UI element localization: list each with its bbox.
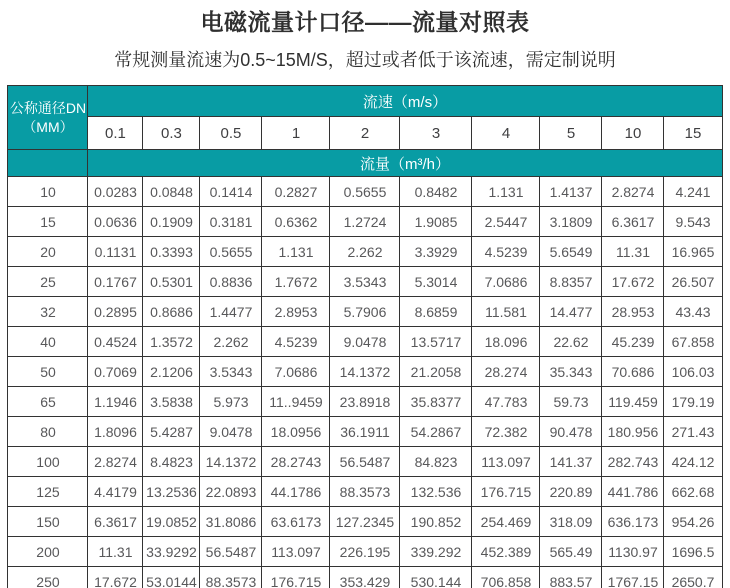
flow-value-cell: 5.973 xyxy=(200,387,262,417)
flow-value-cell: 28.2743 xyxy=(262,447,330,477)
flow-value-cell: 35.8377 xyxy=(400,387,472,417)
table-row xyxy=(8,507,722,537)
flow-value-cell: 271.43 xyxy=(664,417,722,447)
flow-value-cell: 59.73 xyxy=(540,387,602,417)
flow-value-cell: 4.241 xyxy=(664,177,722,207)
flow-value-cell: 2.1206 xyxy=(143,357,200,387)
flow-value-cell: 0.5655 xyxy=(200,237,262,267)
table-row xyxy=(8,537,722,567)
flow-value-cell: 63.6173 xyxy=(262,507,330,537)
flow-value-cell: 1.1946 xyxy=(88,387,143,417)
flow-value-cell: 33.9292 xyxy=(143,537,200,567)
flow-value-cell: 26.507 xyxy=(664,267,722,297)
flow-value-cell: 45.239 xyxy=(602,327,664,357)
flow-value-cell: 18.096 xyxy=(472,327,540,357)
flow-value-cell: 2.8274 xyxy=(88,447,143,477)
flow-value-cell: 6.3617 xyxy=(602,207,664,237)
flow-value-cell: 565.49 xyxy=(540,537,602,567)
table-row xyxy=(8,447,722,477)
table-row xyxy=(8,297,722,327)
flow-value-cell: 11.581 xyxy=(472,297,540,327)
flow-value-cell: 1767.15 xyxy=(602,567,664,588)
flow-header-row xyxy=(8,150,722,177)
flow-value-cell: 452.389 xyxy=(472,537,540,567)
flow-value-cell: 67.858 xyxy=(664,327,722,357)
dn-corner-header-line1: 公称通径DN xyxy=(9,100,87,117)
flow-value-cell: 72.382 xyxy=(472,417,540,447)
flow-value-cell: 0.1909 xyxy=(143,207,200,237)
flow-value-cell: 5.3014 xyxy=(400,267,472,297)
flow-value-cell: 13.5717 xyxy=(400,327,472,357)
velocity-group-header-cell: 流速（m/s） xyxy=(88,86,722,117)
dn-cell: 20 xyxy=(8,237,88,267)
dn-cell: 40 xyxy=(8,327,88,357)
table-row xyxy=(8,417,722,447)
flow-value-cell: 90.478 xyxy=(540,417,602,447)
flow-value-cell: 18.0956 xyxy=(262,417,330,447)
dn-cell: 150 xyxy=(8,507,88,537)
table-row xyxy=(8,207,722,237)
flow-value-cell: 19.0852 xyxy=(143,507,200,537)
flow-value-cell: 5.4287 xyxy=(143,417,200,447)
flow-value-cell: 8.4823 xyxy=(143,447,200,477)
flow-value-cell: 0.0283 xyxy=(88,177,143,207)
flow-value-cell: 70.686 xyxy=(602,357,664,387)
flow-value-cell: 1.7672 xyxy=(262,267,330,297)
flow-value-cell: 22.62 xyxy=(540,327,602,357)
table-row xyxy=(8,267,722,297)
flow-value-cell: 11..9459 xyxy=(262,387,330,417)
dn-cell: 100 xyxy=(8,447,88,477)
table-row xyxy=(8,477,722,507)
flow-value-cell: 441.786 xyxy=(602,477,664,507)
dn-cell: 250 xyxy=(8,567,88,588)
flow-value-cell: 1.8096 xyxy=(88,417,143,447)
flow-value-cell: 106.03 xyxy=(664,357,722,387)
flow-value-cell: 17.672 xyxy=(602,267,664,297)
flow-value-cell: 2.5447 xyxy=(472,207,540,237)
flow-value-cell: 530.144 xyxy=(400,567,472,588)
flow-value-cell: 11.31 xyxy=(602,237,664,267)
flow-value-cell: 1.2724 xyxy=(330,207,400,237)
flow-value-cell: 180.956 xyxy=(602,417,664,447)
flow-value-cell: 9.543 xyxy=(664,207,722,237)
flow-value-cell: 44.1786 xyxy=(262,477,330,507)
flow-value-cell: 190.852 xyxy=(400,507,472,537)
flow-value-cell: 13.2536 xyxy=(143,477,200,507)
flow-value-cell: 0.0848 xyxy=(143,177,200,207)
flow-value-cell: 53.0144 xyxy=(143,567,200,588)
velocity-value-cell: 5 xyxy=(540,117,602,150)
flow-value-cell: 954.26 xyxy=(664,507,722,537)
flow-value-cell: 3.5343 xyxy=(330,267,400,297)
flow-value-cell: 1.4477 xyxy=(200,297,262,327)
flow-value-cell: 2.262 xyxy=(330,237,400,267)
table-row xyxy=(8,387,722,417)
flow-value-cell: 28.274 xyxy=(472,357,540,387)
flow-value-cell: 54.2867 xyxy=(400,417,472,447)
flow-value-cell: 176.715 xyxy=(262,567,330,588)
flow-value-cell: 3.1809 xyxy=(540,207,602,237)
flow-value-cell: 2650.7 xyxy=(664,567,722,588)
flow-value-cell: 0.8482 xyxy=(400,177,472,207)
flow-value-cell: 4.4179 xyxy=(88,477,143,507)
flow-value-cell: 5.6549 xyxy=(540,237,602,267)
table-row xyxy=(8,177,722,207)
flow-value-cell: 14.477 xyxy=(540,297,602,327)
dn-cell: 200 xyxy=(8,537,88,567)
flow-value-cell: 1.131 xyxy=(472,177,540,207)
dn-cell: 80 xyxy=(8,417,88,447)
flow-value-cell: 0.7069 xyxy=(88,357,143,387)
flow-value-cell: 0.8836 xyxy=(200,267,262,297)
flow-value-cell: 31.8086 xyxy=(200,507,262,537)
flow-value-cell: 1130.97 xyxy=(602,537,664,567)
flow-value-cell: 7.0686 xyxy=(262,357,330,387)
flow-value-cell: 353.429 xyxy=(330,567,400,588)
flow-value-cell: 0.3393 xyxy=(143,237,200,267)
flow-value-cell: 9.0478 xyxy=(330,327,400,357)
flow-value-cell: 0.0636 xyxy=(88,207,143,237)
flow-value-cell: 0.2895 xyxy=(88,297,143,327)
dn-corner-header-cell xyxy=(8,86,88,150)
dn-cell: 125 xyxy=(8,477,88,507)
flow-value-cell: 0.4524 xyxy=(88,327,143,357)
flow-value-cell: 7.0686 xyxy=(472,267,540,297)
dn-cell: 50 xyxy=(8,357,88,387)
flow-value-cell: 3.5838 xyxy=(143,387,200,417)
flow-value-cell: 706.858 xyxy=(472,567,540,588)
flow-group-header-cell: 流量（m³/h） xyxy=(88,150,722,177)
table-row xyxy=(8,237,722,267)
flow-value-cell: 254.469 xyxy=(472,507,540,537)
flow-value-cell: 3.5343 xyxy=(200,357,262,387)
flow-value-cell: 2.262 xyxy=(200,327,262,357)
page-subtitle: 常规测量流速为0.5~15M/S，超过或者低于该流速，需定制说明 xyxy=(114,50,616,70)
velocity-value-cell: 0.1 xyxy=(88,117,143,150)
flow-value-cell: 0.5301 xyxy=(143,267,200,297)
flow-value-cell: 424.12 xyxy=(664,447,722,477)
flow-value-cell: 0.3181 xyxy=(200,207,262,237)
flow-value-cell: 88.3573 xyxy=(330,477,400,507)
dn-corner-header-line2: （MM） xyxy=(22,118,74,135)
flow-value-cell: 0.2827 xyxy=(262,177,330,207)
flow-value-cell: 113.097 xyxy=(262,537,330,567)
flow-value-cell: 4.5239 xyxy=(262,327,330,357)
flow-value-cell: 0.6362 xyxy=(262,207,330,237)
flow-value-cell: 8.6859 xyxy=(400,297,472,327)
flow-value-cell: 1.4137 xyxy=(540,177,602,207)
table-row xyxy=(8,567,722,588)
flow-value-cell: 6.3617 xyxy=(88,507,143,537)
flow-value-cell: 56.5487 xyxy=(200,537,262,567)
flow-value-cell: 88.3573 xyxy=(200,567,262,588)
dn-cell: 15 xyxy=(8,207,88,237)
flow-value-cell: 5.7906 xyxy=(330,297,400,327)
flow-value-cell: 9.0478 xyxy=(200,417,262,447)
flow-value-cell: 16.965 xyxy=(664,237,722,267)
flow-value-cell: 36.1911 xyxy=(330,417,400,447)
flow-value-cell: 0.5655 xyxy=(330,177,400,207)
velocity-value-cell: 0.3 xyxy=(143,117,200,150)
flow-value-cell: 127.2345 xyxy=(330,507,400,537)
flow-value-cell: 56.5487 xyxy=(330,447,400,477)
flow-value-cell: 132.536 xyxy=(400,477,472,507)
flow-value-cell: 84.823 xyxy=(400,447,472,477)
flow-value-cell: 282.743 xyxy=(602,447,664,477)
dn-cell: 32 xyxy=(8,297,88,327)
velocity-value-cell: 1 xyxy=(262,117,330,150)
flow-value-cell: 43.43 xyxy=(664,297,722,327)
flow-value-cell: 4.5239 xyxy=(472,237,540,267)
flow-value-cell: 3.3929 xyxy=(400,237,472,267)
flow-value-cell: 318.09 xyxy=(540,507,602,537)
velocity-values-row xyxy=(8,117,722,150)
dn-empty-header-cell xyxy=(8,150,88,177)
table-row xyxy=(8,327,722,357)
velocity-header-row xyxy=(8,86,722,117)
flow-value-cell: 113.097 xyxy=(472,447,540,477)
flow-value-cell: 883.57 xyxy=(540,567,602,588)
flow-value-cell: 0.1131 xyxy=(88,237,143,267)
flow-value-cell: 11.31 xyxy=(88,537,143,567)
flow-value-cell: 220.89 xyxy=(540,477,602,507)
flow-value-cell: 179.19 xyxy=(664,387,722,417)
flow-value-cell: 176.715 xyxy=(472,477,540,507)
velocity-value-cell: 0.5 xyxy=(200,117,262,150)
flow-value-cell: 23.8918 xyxy=(330,387,400,417)
flow-value-cell: 17.672 xyxy=(88,567,143,588)
flow-value-cell: 636.173 xyxy=(602,507,664,537)
flow-value-cell: 14.1372 xyxy=(330,357,400,387)
flow-value-cell: 22.0893 xyxy=(200,477,262,507)
page-title: 电磁流量计口径——流量对照表 xyxy=(200,9,530,35)
flow-value-cell: 2.8274 xyxy=(602,177,664,207)
flow-value-cell: 47.783 xyxy=(472,387,540,417)
velocity-value-cell: 3 xyxy=(400,117,472,150)
velocity-value-cell: 4 xyxy=(472,117,540,150)
dn-cell: 65 xyxy=(8,387,88,417)
velocity-value-cell: 10 xyxy=(602,117,664,150)
flow-value-cell: 226.195 xyxy=(330,537,400,567)
flow-value-cell: 662.68 xyxy=(664,477,722,507)
flow-value-cell: 1696.5 xyxy=(664,537,722,567)
flow-value-cell: 0.8686 xyxy=(143,297,200,327)
flow-value-cell: 1.9085 xyxy=(400,207,472,237)
flow-value-cell: 21.2058 xyxy=(400,357,472,387)
dn-cell: 25 xyxy=(8,267,88,297)
flow-value-cell: 1.3572 xyxy=(143,327,200,357)
flow-value-cell: 119.459 xyxy=(602,387,664,417)
flow-value-cell: 0.1767 xyxy=(88,267,143,297)
flow-value-cell: 1.131 xyxy=(262,237,330,267)
flow-value-cell: 28.953 xyxy=(602,297,664,327)
velocity-value-cell: 15 xyxy=(664,117,722,150)
flow-value-cell: 0.1414 xyxy=(200,177,262,207)
flow-value-cell: 2.8953 xyxy=(262,297,330,327)
flow-value-cell: 339.292 xyxy=(400,537,472,567)
flow-value-cell: 8.8357 xyxy=(540,267,602,297)
flow-value-cell: 14.1372 xyxy=(200,447,262,477)
table-row xyxy=(8,357,722,387)
velocity-value-cell: 2 xyxy=(330,117,400,150)
flow-value-cell: 141.37 xyxy=(540,447,602,477)
dn-cell: 10 xyxy=(8,177,88,207)
flow-value-cell: 35.343 xyxy=(540,357,602,387)
flow-comparison-table xyxy=(7,85,722,588)
